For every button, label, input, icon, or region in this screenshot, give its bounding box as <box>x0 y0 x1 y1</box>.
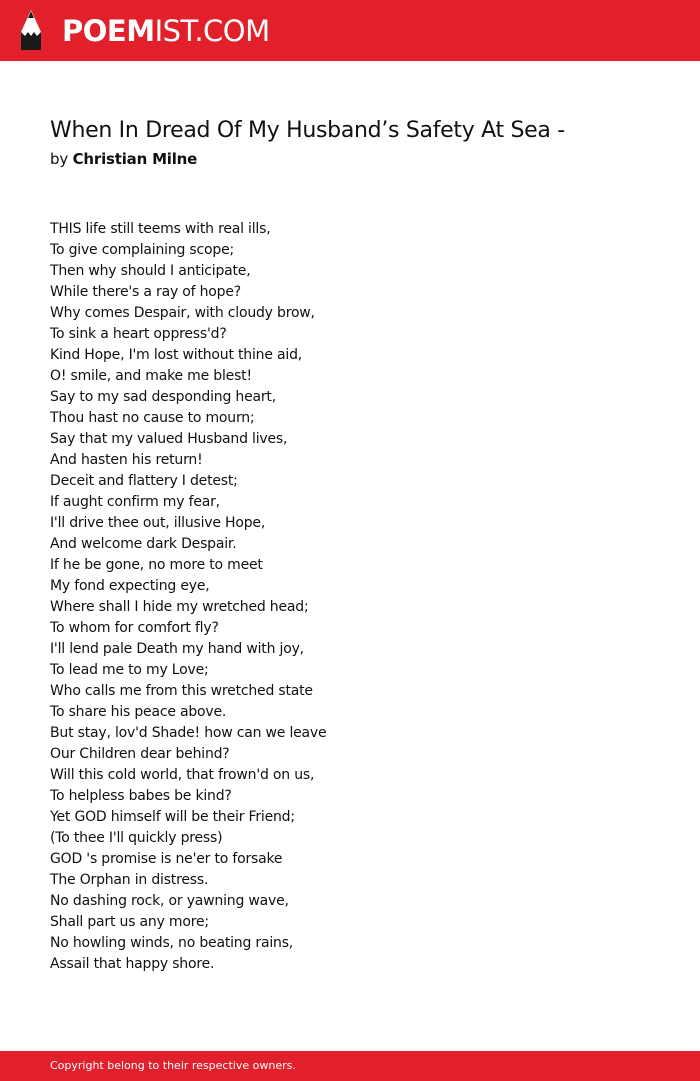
poem-line: To lead me to my Love; <box>50 662 209 678</box>
poem-body <box>50 219 670 975</box>
poem-line: (To thee I'll quickly press) <box>50 830 223 846</box>
poem-line: To helpless babes be kind? <box>50 788 232 804</box>
poem-line: GOD 's promise is ne'er to forsake <box>50 851 283 867</box>
copyright-notice: Copyright belong to their respective owners. <box>50 1059 296 1072</box>
logo-text-bold: POEM <box>62 14 155 48</box>
poem-line: While there's a ray of hope? <box>50 284 242 300</box>
poem-line: To sink a heart oppress'd? <box>50 326 227 342</box>
poem-title: When In Dread Of My Husband’s Safety At Sea - <box>50 118 565 143</box>
poem-line: Our Children dear behind? <box>50 746 230 762</box>
poem-line: O! smile, and make me blest! <box>50 368 252 384</box>
author-name: Christian Milne <box>72 150 198 168</box>
by-label: by <box>50 150 68 168</box>
poem-line: No howling winds, no beating rains, <box>50 935 294 951</box>
site-header <box>0 0 700 61</box>
poem-line: I'll lend pale Death my hand with joy, <box>50 641 304 657</box>
poem-line: My fond expecting eye, <box>50 578 210 594</box>
poem-line: I'll drive thee out, illusive Hope, <box>50 515 266 531</box>
site-logo[interactable] <box>62 13 270 49</box>
poem-line: Who calls me from this wretched state <box>50 683 313 699</box>
poem-line: But stay, lov'd Shade! how can we leave <box>50 725 327 741</box>
poem-line: Say to my sad desponding heart, <box>50 389 276 405</box>
poem-line: Will this cold world, that frown'd on us, <box>50 767 315 783</box>
poem-line: To give complaining scope; <box>50 242 235 258</box>
poem-line: THIS life still teems with real ills, <box>50 221 271 237</box>
poem-line: No dashing rock, or yawning wave, <box>50 893 289 909</box>
poem-line: Then why should I anticipate, <box>50 263 251 279</box>
poem-line: Say that my valued Husband lives, <box>50 431 288 447</box>
poem-line: Yet GOD himself will be their Friend; <box>50 809 295 825</box>
poem-line: And hasten his return! <box>50 452 203 468</box>
poem-line: To whom for comfort fly? <box>50 620 219 636</box>
poem-line: Why comes Despair, with cloudy brow, <box>50 305 315 321</box>
byline <box>50 148 197 170</box>
logo-text-light: IST.COM <box>154 14 270 48</box>
pencil-tip-icon[interactable] <box>18 9 44 51</box>
poem-line: If aught confirm my fear, <box>50 494 220 510</box>
poem-line: Deceit and flattery I detest; <box>50 473 238 489</box>
poem-line: Assail that happy shore. <box>50 956 215 972</box>
poem-line: If he be gone, no more to meet <box>50 557 263 573</box>
poem-line: Shall part us any more; <box>50 914 209 930</box>
poem-line: The Orphan in distress. <box>50 872 209 888</box>
poem-line: Where shall I hide my wretched head; <box>50 599 309 615</box>
site-footer <box>0 1051 700 1081</box>
poem-line: Kind Hope, I'm lost without thine aid, <box>50 347 303 363</box>
poem-line: To share his peace above. <box>50 704 227 720</box>
poem-line: Thou hast no cause to mourn; <box>50 410 255 426</box>
poem-line: And welcome dark Despair. <box>50 536 237 552</box>
